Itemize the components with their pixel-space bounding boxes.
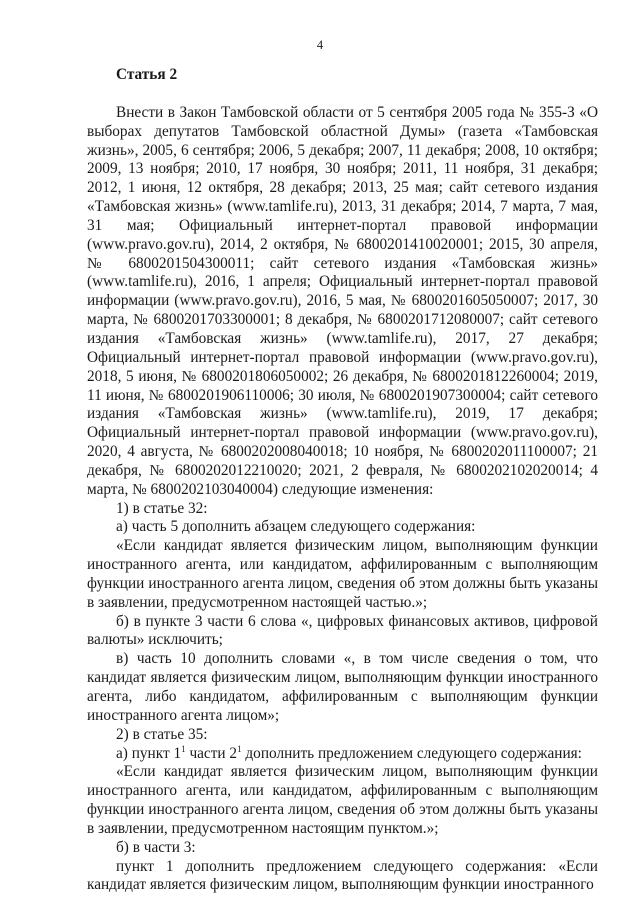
item-2a-superscript-1: 1 (181, 743, 186, 754)
item-1: 1) в статье 32: (116, 499, 208, 517)
item-2a-quote: «Если кандидат является физическим лицом, выполняющим функции иностранного агента, или кандидатом, аффилированным с выполняющим функции иностранного агента лицом, сведения об этом должны быть указаны в заявлении, предусмотренном настоящим пунктом.»; (87, 763, 598, 837)
item-1b: б) в пункте 3 части 6 слова «, цифровых финансовых активов, цифровой валюты» исключить; (87, 612, 598, 649)
document-body (87, 66, 598, 895)
item-2a (87, 745, 598, 764)
item-2a-text-3: дополнить предложением следующего содержания: (241, 744, 582, 762)
item-2a-text-2: части 2 (185, 744, 238, 762)
item-1a-quote: «Если кандидат является физическим лицом, выполняющим функции иностранного агента, или кандидатом, аффилированным с выполняющим функции иностранного агента лицом, сведения об этом должны быть указаны в заявлении, предусмотренном настоящей частью.»; (87, 537, 598, 611)
item-2b: б) в части 3: (116, 838, 196, 856)
article-heading: Статья 2 (116, 66, 178, 83)
item-2b-text: пункт 1 дополнить предложением следующего содержания: «Если кандидат является физическим лицом, выполняющим функции иностранного (87, 857, 598, 894)
article-intro-paragraph: Внести в Закон Тамбовской области от 5 сентября 2005 года № 355-З «О выборах депутатов Тамбовской областной Думы» (газета «Тамбовская жизнь», 2005, 6 сентября; 2006, 5 декабря; 2007, 11 декабря; 2008, 10 октября; 2009, 13 ноября; 2010, 17 ноября, 30 ноября; 2011, 11 ноября, 31 декабря; 2012, 1 июня, 12 октября, 28 декабря; 2013, 25 мая; сайт сетевого издания «Тамбовская жизнь» (www.tamlife.ru), 2013, 31 декабря; 2014, 7 марта, 7 мая, 31 мая; Официальный интернет-портал правовой информации (www.pravo.gov.ru), 2014, 2 октября, № 6800201410020001; 2015, 30 апреля, № 6800201504300011; сайт сетевого издания «Тамбовская жизнь» (www.tamlife.ru), 2016, 1 апреля; Официальный интернет-портал правовой информации (www.pravo.gov.ru), 2016, 5 мая, № 6800201605050007; 2017, 30 марта, № 6800201703300001; 8 декабря, № 6800201712080007; сайт сетевого издания «Тамбовская жизнь» (www.tamlife.ru), 2017, 27 декабря; Официальный интернет-портал правовой информации (www.pravo.gov.ru), 2018, 5 июня, № 6800201806050002; 26 декабря, № 6800201812260004; 2019, 11 июня, № 6800201906110006; 30 июля, № 6800201907300004; сайт сетевого издания «Тамбовская жизнь» (www.tamlife.ru), 2019, 17 декабря; Официальный интернет-портал правовой информации (www.pravo.gov.ru), 2020, 4 августа, № 6800202008040018; 10 ноября, № 6800202011100007; 21 декабря, № 6800202012210020; 2021, 2 февраля, № 6800202102020014; 4 марта, № 6800202103040004) следующие изменения: (87, 103, 598, 498)
page-number: 4 (316, 38, 324, 52)
item-2a-text-1: а) пункт 1 (116, 744, 182, 762)
item-1v: в) часть 10 дополнить словами «, в том числе сведения о том, что кандидат является физическим лицом, выполняющим функции иностранного агента, либо кандидатом, аффилированным с выполняющим функции иностранного агента лицом»; (87, 650, 598, 724)
item-2: 2) в статье 35: (116, 725, 208, 743)
item-2a-superscript-2: 1 (237, 743, 242, 754)
item-1a: а) часть 5 дополнить абзацем следующего содержания: (116, 518, 476, 536)
